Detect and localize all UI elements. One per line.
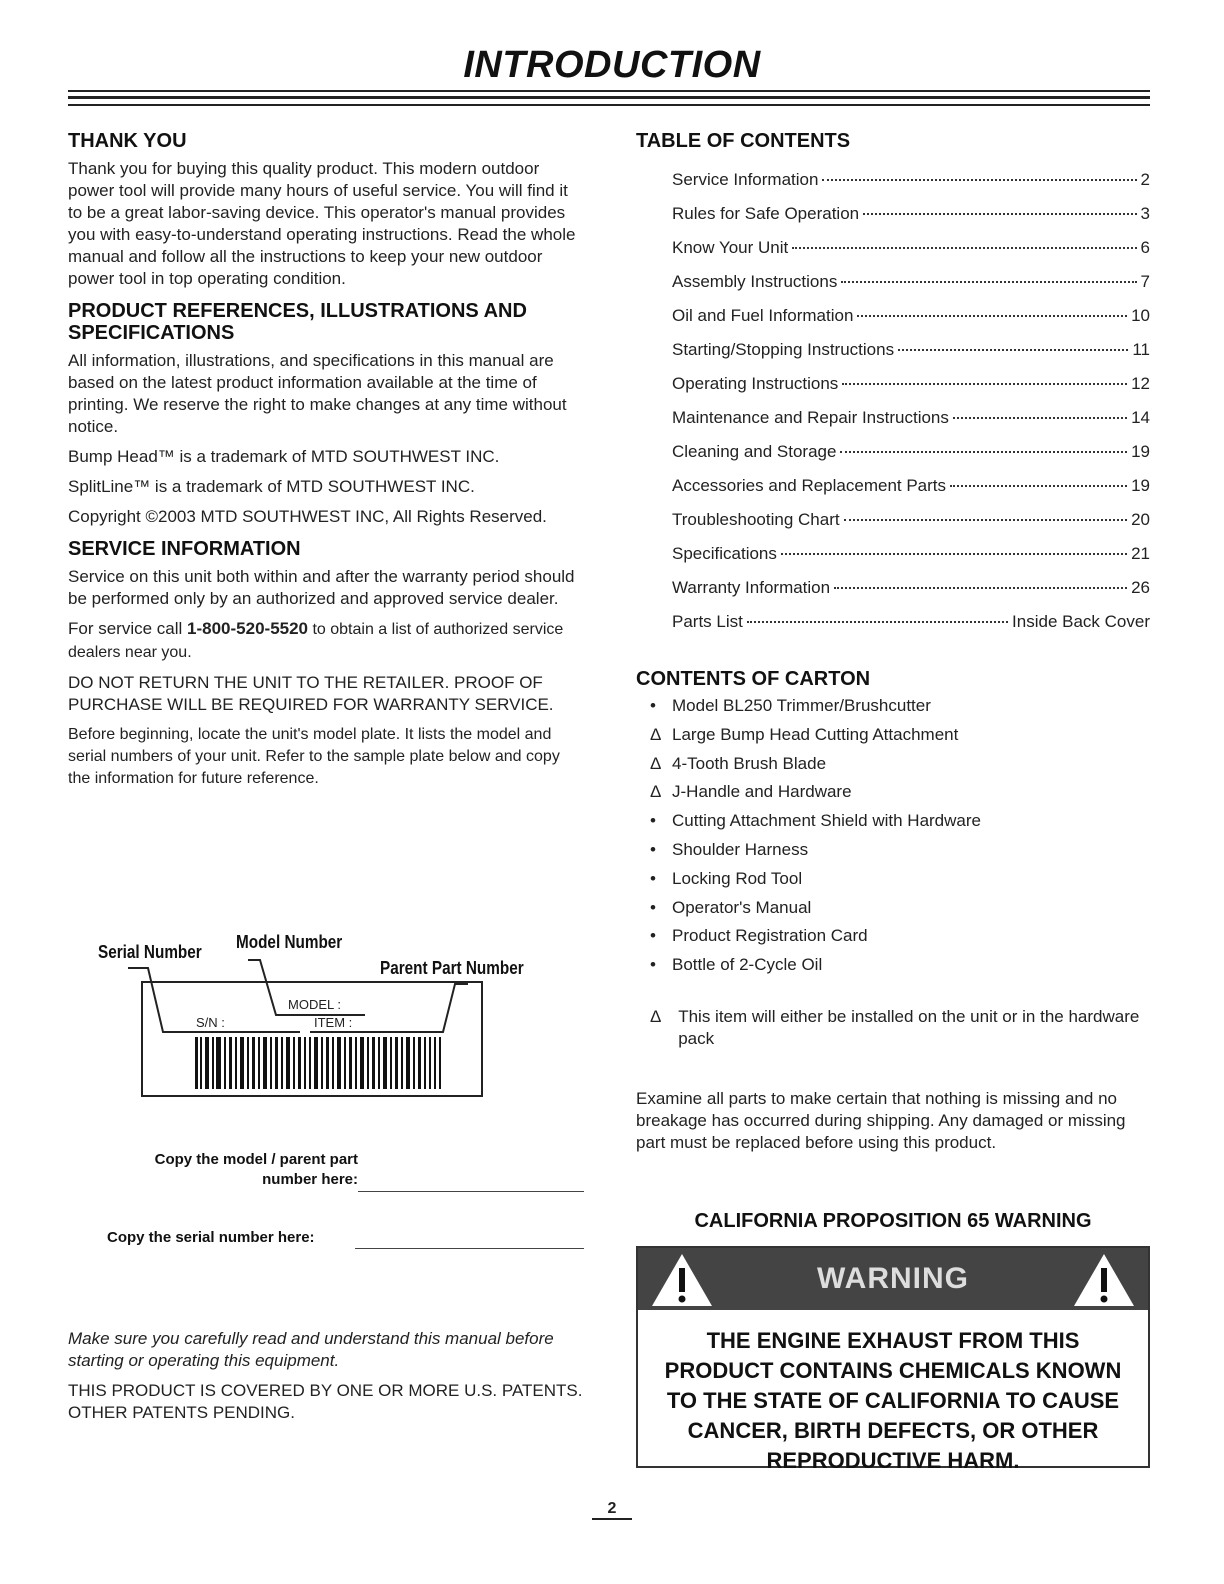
barcode [195,1037,441,1089]
serial-number-entry-line[interactable] [355,1248,584,1249]
toc-leader [950,485,1127,487]
toc-item[interactable] [672,578,1150,612]
toc-item[interactable] [672,442,1150,476]
carton-item [650,869,1150,898]
carton-item [650,840,1150,869]
toc-item[interactable] [672,476,1150,510]
page-title: INTRODUCTION [463,44,761,86]
toc-item-label: Parts List [672,612,743,631]
toc-item-page: 10 [1131,306,1150,325]
service-call-prefix: For service call [68,619,188,638]
carton-item-text: Shoulder Harness [672,839,809,859]
service-call-suffix: to obtain a list of authorized service dealers near you. [68,621,564,661]
carton-item [650,725,1150,754]
toc-item-page: 21 [1131,544,1150,563]
delta-icon: Δ [650,753,662,773]
right-column [636,130,1150,1162]
copyright: Copyright ©2003 MTD SOUTHWEST INC, All Rights Reserved. [68,507,547,526]
bullet-icon: • [650,839,656,859]
toc-item[interactable] [672,612,1150,646]
copy-serial-label: Copy the serial number here: [107,1229,315,1246]
carton-heading: CONTENTS OF CARTON [636,668,871,690]
toc-item-page: 12 [1131,374,1150,393]
toc-item[interactable] [672,408,1150,442]
toc-item-label: Assembly Instructions [672,272,838,291]
service-text: Service on this unit both within and after the warranty period should be performed only by an authorized and approved service dealer. [68,567,575,608]
toc-item-label: Rules for Safe Operation [672,204,860,223]
toc-item-page: 11 [1132,340,1150,359]
product-references-text: All information, illustrations, and specifications in this manual are based on the latest product information available at the time of printing. We reserve the right to make changes at any time without notice. [68,351,567,436]
serial-number-label: Serial Number [98,942,202,962]
toc-item[interactable] [672,306,1150,340]
toc-item-page: 19 [1131,442,1150,461]
toc-item-label: Starting/Stopping Instructions [672,340,895,359]
trademark-splitline: SplitLine™ is a trademark of MTD SOUTHWEST INC. [68,477,475,496]
toc-item-page: Inside Back Cover [1012,612,1150,631]
toc-item-label: Cleaning and Storage [672,442,837,461]
carton-item [650,898,1150,927]
examine-parts-text: Examine all parts to make certain that nothing is missing and no breakage has occurred during shipping. Any damaged or missing part must be replaced before using this product. [636,1088,1126,1152]
toc-leader [857,315,1127,317]
trademark-bump-head: Bump Head™ is a trademark of MTD SOUTHWEST INC. [68,447,500,466]
toc-leader [834,587,1127,589]
bullet-icon: • [650,868,656,888]
toc-item-label: Operating Instructions [672,374,839,393]
model-field: MODEL : [288,997,341,1012]
bullet-icon: • [650,897,656,917]
item-field: ITEM : [314,1015,353,1030]
service-call-text [68,618,586,664]
prop65-warning-box [636,1246,1150,1473]
sn-field: S/N : [196,1015,225,1030]
carton-note-text: This item will either be installed on the unit or in the hardware pack [678,1006,1140,1048]
bullet-icon: • [650,811,656,831]
toc-leader [844,519,1128,521]
table-of-contents [672,170,1150,646]
toc-item-label: Warranty Information [672,578,831,597]
carton-item-text: Model BL250 Trimmer/Brushcutter [672,696,931,715]
carton-item-text: Product Registration Card [672,926,868,946]
toc-item[interactable] [672,272,1150,306]
page-number: 2 [592,1500,632,1520]
product-references-heading: PRODUCT REFERENCES, ILLUSTRATIONS AND SPECIFICATIONS [68,300,527,344]
carton-item-text: Locking Rod Tool [672,868,803,888]
model-number-entry-line[interactable] [358,1191,584,1192]
service-information-heading: SERVICE INFORMATION [68,538,301,560]
carton-item [650,811,1150,840]
carton-item [650,696,1150,725]
toc-item[interactable] [672,238,1150,272]
toc-leader [842,383,1127,385]
toc-leader [841,281,1136,283]
carton-item [650,955,1150,984]
warning-triangle-icon [650,1252,714,1308]
toc-item-page: 6 [1140,238,1150,257]
toc-leader [792,247,1136,249]
model-plate-instructions: Before beginning, locate the unit's model plate. It lists the model and serial numbers of your unit. Refer to the sample plate below and copy the information for future reference. [68,726,560,787]
prop65-warning-text: THE ENGINE EXHAUST FROM THIS PRODUCT CONTAINS CHEMICALS KNOWN TO THE STATE OF CALIFORNIA TO CAUSE CANCER, BIRTH DEFECTS, OR OTHER REPRODUCTIVE HARM. [664,1328,1122,1473]
header-rule [68,90,1150,92]
copy-model-label: Copy the model / parent part number here: [154,1151,358,1188]
toc-item[interactable] [672,170,1150,204]
bullet-icon: • [650,696,656,715]
carton-item-text: Cutting Attachment Shield with Hardware [672,811,981,831]
prop65-heading: CALIFORNIA PROPOSITION 65 WARNING [694,1210,1092,1232]
carton-item-text: J-Handle and Hardware [672,782,852,802]
toc-item-page: 7 [1140,272,1150,291]
toc-leader [953,417,1127,419]
toc-item-page: 26 [1131,578,1150,597]
toc-item-label: Know Your Unit [672,238,789,257]
model-plate-diagram [80,910,585,1110]
toc-leader [747,621,1008,623]
toc-leader [898,349,1128,351]
carton-item [650,926,1150,955]
thank-you-text: Thank you for buying this quality product. This modern outdoor power tool will provide many hours of useful service. You will find it to be a great labor-saving device. This operator's manual provides you with easy-to-understand operating instructions. Read the whole manual and follow all the instructions to keep your new outdoor power tool in top operating condition. [68,159,576,288]
toc-item-label: Oil and Fuel Information [672,306,854,325]
toc-item-page: 14 [1131,408,1150,427]
carton-item-text: Large Bump Head Cutting Attachment [672,724,959,744]
toc-item-label: Troubleshooting Chart [672,510,840,529]
toc-leader [840,451,1127,453]
no-return-notice: DO NOT RETURN THE UNIT TO THE RETAILER. PROOF OF PURCHASE WILL BE REQUIRED FOR WARRANTY SERVICE. [68,673,554,714]
warning-triangle-icon [1072,1252,1136,1308]
read-manual-notice: Make sure you carefully read and understand this manual before starting or operating this equipment. [68,1329,554,1370]
toc-item[interactable] [672,204,1150,238]
carton-item-text: 4-Tooth Brush Blade [672,753,827,773]
carton-item-text: Operator's Manual [672,897,812,917]
delta-icon: Δ [650,724,662,744]
toc-item-label: Specifications [672,544,777,563]
carton-item [650,754,1150,783]
carton-note [650,1006,1150,1050]
toc-item[interactable] [672,544,1150,578]
header-rule [68,104,1150,106]
toc-item-page: 19 [1131,476,1150,495]
patents-notice: THIS PRODUCT IS COVERED BY ONE OR MORE U.S. PATENTS. OTHER PATENTS PENDING. [68,1381,583,1422]
closing-notes [68,1328,586,1432]
bullet-icon: • [650,955,656,975]
carton-list [636,696,1150,984]
toc-leader [863,213,1136,215]
toc-item[interactable] [672,340,1150,374]
header-rule [68,96,1150,99]
toc-item-label: Maintenance and Repair Instructions [672,408,949,427]
toc-item-label: Service Information [672,170,819,189]
bullet-icon: • [650,926,656,946]
toc-item[interactable] [672,374,1150,408]
carton-item-text: Bottle of 2-Cycle Oil [672,955,823,975]
delta-icon: Δ [650,1006,662,1026]
toc-leader [781,553,1127,555]
toc-item[interactable] [672,510,1150,544]
thank-you-heading: THANK YOU [68,130,187,152]
warning-banner [638,1248,1148,1310]
toc-item-page: 2 [1140,170,1150,189]
toc-item-page: 3 [1140,204,1150,223]
left-column [68,130,586,798]
delta-icon: Δ [650,782,662,802]
toc-leader [822,179,1136,181]
toc-item-page: 20 [1131,510,1150,529]
carton-item [650,782,1150,811]
service-phone: 1-800-520-5520 [187,619,309,638]
parent-part-number-label: Parent Part Number [380,958,524,978]
toc-heading: TABLE OF CONTENTS [636,130,851,152]
model-number-label: Model Number [236,932,343,952]
warning-banner-text: WARNING [817,1262,969,1295]
toc-item-label: Accessories and Replacement Parts [672,476,947,495]
